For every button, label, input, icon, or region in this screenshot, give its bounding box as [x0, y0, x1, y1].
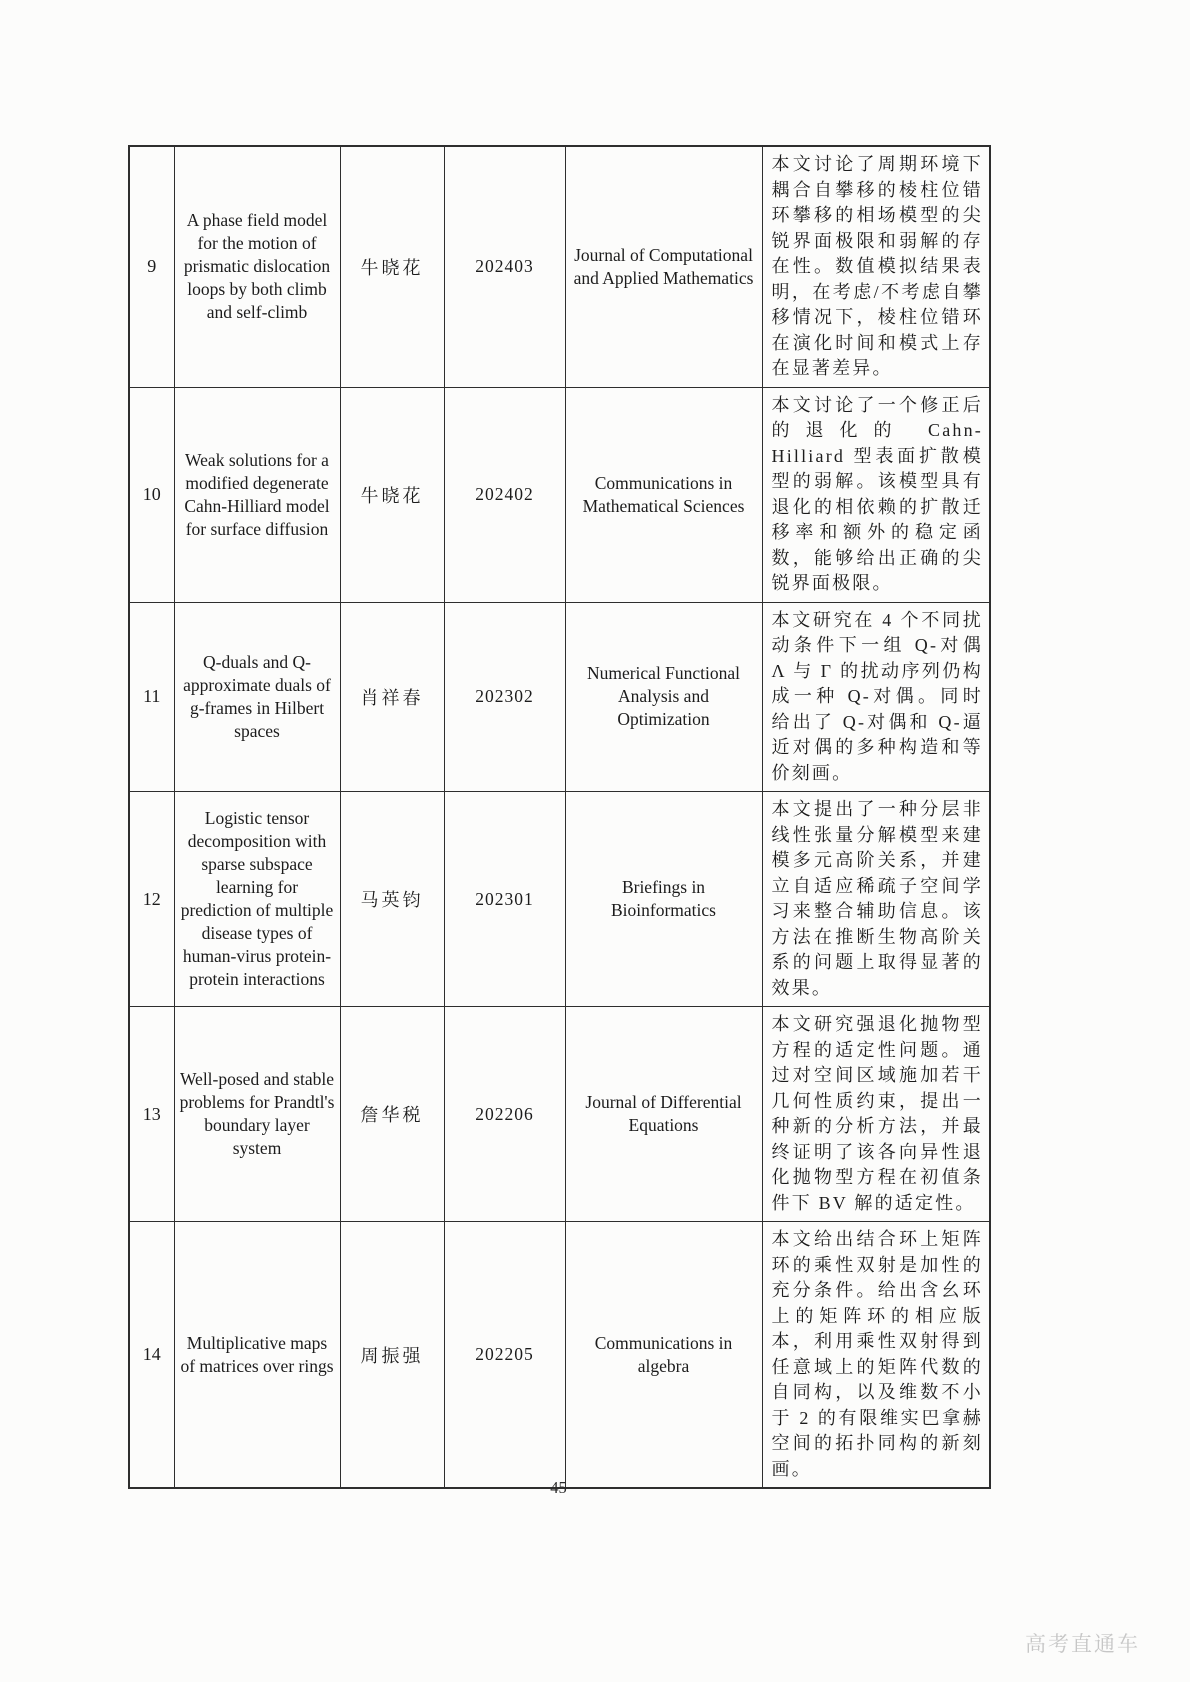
paper-title: Weak solutions for a modified degenerate Cahn-Hilliard model for surface diffusion [174, 387, 340, 602]
journal-name: Journal of Computational and Applied Mathematics [565, 146, 762, 387]
watermark: 高考直通车 [1025, 1633, 1140, 1656]
publish-date: 202403 [444, 146, 565, 387]
paper-title: Well-posed and stable problems for Prandtl's boundary layer system [174, 1007, 340, 1222]
publish-date: 202301 [444, 792, 565, 1007]
publish-date: 202402 [444, 387, 565, 602]
row-number: 14 [129, 1222, 174, 1489]
journal-name: Briefings in Bioinformatics [565, 792, 762, 1007]
journal-name: Numerical Functional Analysis and Optimization [565, 602, 762, 792]
publish-date: 202205 [444, 1222, 565, 1489]
author-name: 肖祥春 [340, 602, 444, 792]
author-name: 牛晓花 [340, 146, 444, 387]
table-row [129, 602, 990, 792]
author-name: 马英钧 [340, 792, 444, 1007]
publish-date: 202206 [444, 1007, 565, 1222]
abstract-text: 本文给出结合环上矩阵环的乘性双射是加性的充分条件。给出含幺环上的矩阵环的相应版本，利用乘性双射得到任意域上的矩阵代数的自同构，以及维数不小于 2 的有限维实巴拿赫空间的拓扑同构的新刻画。 [762, 1222, 990, 1489]
table-row [129, 146, 990, 387]
row-number: 13 [129, 1007, 174, 1222]
abstract-text: 本文讨论了周期环境下耦合自攀移的棱柱位错环攀移的相场模型的尖锐界面极限和弱解的存在性。数值模拟结果表明，在考虑/不考虑自攀移情况下，棱柱位错环在演化时间和模式上存在显著差异。 [762, 146, 990, 387]
table-row [129, 387, 990, 602]
table-row [129, 1222, 990, 1489]
journal-name: Journal of Differential Equations [565, 1007, 762, 1222]
page-number: 45 [550, 1478, 567, 1497]
publish-date: 202302 [444, 602, 565, 792]
row-number: 11 [129, 602, 174, 792]
abstract-text: 本文讨论了一个修正后的退化的 Cahn-Hilliard 型表面扩散模型的弱解。该模型具有退化的相依赖的扩散迁移率和额外的稳定函数，能够给出正确的尖锐界面极限。 [762, 387, 990, 602]
paper-title: Logistic tensor decomposition with sparse subspace learning for prediction of multiple disease types of human-virus protein-protein interactions [174, 792, 340, 1007]
table-row [129, 792, 990, 1007]
row-number: 9 [129, 146, 174, 387]
journal-name: Communications in algebra [565, 1222, 762, 1489]
table-body [129, 146, 990, 1488]
author-name: 周振强 [340, 1222, 444, 1489]
row-number: 10 [129, 387, 174, 602]
author-name: 詹华税 [340, 1007, 444, 1222]
paper-title: Q-duals and Q-approximate duals of g-frames in Hilbert spaces [174, 602, 340, 792]
abstract-text: 本文研究在 4 个不同扰动条件下一组 Q-对偶 Λ 与 Γ 的扰动序列仍构成一种 Q-对偶。同时给出了 Q-对偶和 Q-逼近对偶的多种构造和等价刻画。 [762, 602, 990, 792]
paper-title: A phase field model for the motion of prismatic dislocation loops by both climb and self-climb [174, 146, 340, 387]
row-number: 12 [129, 792, 174, 1007]
table-row [129, 1007, 990, 1222]
abstract-text: 本文提出了一种分层非线性张量分解模型来建模多元高阶关系，并建立自适应稀疏子空间学习来整合辅助信息。该方法在推断生物高阶关系的问题上取得显著的效果。 [762, 792, 990, 1007]
paper-title: Multiplicative maps of matrices over rings [174, 1222, 340, 1489]
journal-name: Communications in Mathematical Sciences [565, 387, 762, 602]
author-name: 牛晓花 [340, 387, 444, 602]
abstract-text: 本文研究强退化抛物型方程的适定性问题。通过对空间区域施加若干几何性质约束，提出一种新的分析方法，并最终证明了该各向异性退化抛物型方程在初值条件下 BV 解的适定性。 [762, 1007, 990, 1222]
publications-table [128, 145, 991, 1489]
